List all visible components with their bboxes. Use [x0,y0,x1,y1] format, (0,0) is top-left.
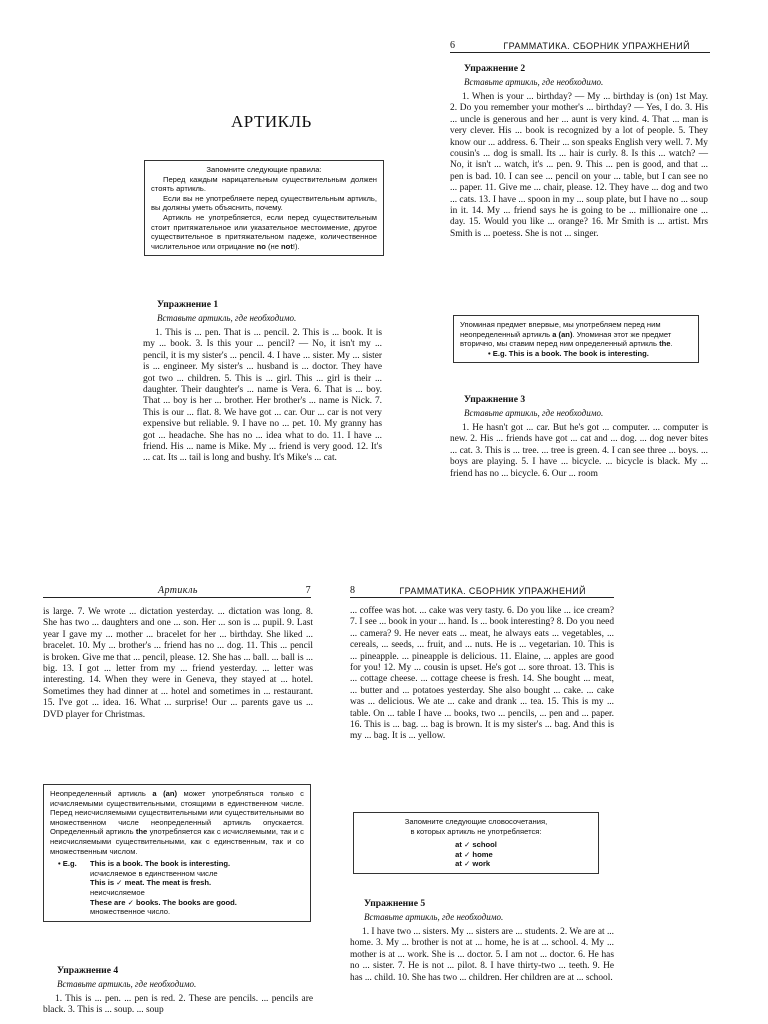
running-head [450,40,710,53]
page-7 [0,575,384,1024]
rules-heading: Запомните следующие правила: [206,165,322,174]
eg-3-note: множественное число. [90,907,171,917]
eg-1-note: исчисляемое в единственном числе [90,868,218,878]
running-head-title: ГРАММАТИКА. СБОРНИК УПРАЖНЕНИЙ [399,586,586,596]
phrase-list [455,840,497,869]
page-8 [350,575,768,1024]
eg-label: • E.g. [58,859,77,869]
exercise-5 [350,898,614,984]
phrase-school: at ✓ school [455,840,497,850]
running-head [350,585,614,598]
rule-3-close: !). [292,241,300,251]
rule-a-an: a (an) [152,789,177,798]
rule-text [50,789,304,856]
running-head-title: Артикль [158,585,198,596]
exercise-2-instructions: Вставьте артикль, где необходимо. [464,77,604,87]
eg-2-note: неисчисляемое [90,887,145,897]
phrase-home: at ✓ home [455,849,493,859]
exercise-4-text: 1. This is ... pen. ... pen is red. 2. These are pencils. ... pencils are black. 3. This is ... soup. ... soup [43,994,313,1016]
rule-line-1: Запомните следующие словосочетания, [404,817,548,826]
rule-line-2: в которых артикль не употребляется: [410,826,542,836]
eg-3: These are ✓ books. The books are good. [90,897,237,907]
rules-box [144,160,384,256]
rule-text-b: может употребляться только с исчисляемыми существительными, стоящими в единственном числе. Перед неисчисляемыми существительными или существительными во множественном числе неопределенный артикль опускается. Определенный артикль [50,789,304,837]
page-number: 8 [350,585,356,596]
exercise-1 [143,299,382,465]
running-head-title: ГРАММАТИКА. СБОРНИК УПРАЖНЕНИЙ [503,41,690,51]
rule-the: the [135,827,148,837]
exercise-5-instructions: Вставьте артикль, где необходимо. [364,912,504,922]
exercise-2-text: 1. When is your ... birthday? — My ... birthday is (on) 1st May. 2. Do you remember your mother's ... birthday? — Yes, I do. 3. His ... uncle is generous and her ... aunt is very kind. 4. That ... man is very clever. His ... book is recognized by a lot of people. 5. They know our ... address. 6. Their ... son speaks English very well. 7. My cousin's ... dog is small. Its ... hair is curly. 8. Is this ... watch? — No, it isn't ... watch, it's ... pen. 9. This ... pen is good, and that ... pen is bad. 10. I can see ... pencil on your ... table, but I can see no ... paper. 11. Give me ... chair, please. 12. They have ... dog and two ... cats. 13. I have ... spoon in my ... soup plate, but I have no ... soup in it. 14. My ... friend says he is going to be ... millionaire one ... day. 15. Would you like ... orange? 16. Mr Smith is ... artist. Mrs Smith is ... poetess. She is not ... singer. [450,92,708,239]
exercise-3-instructions: Вставьте артикль, где необходимо. [464,408,604,418]
chapter-title: АРТИКЛЬ [231,112,312,131]
exercise-3-title: Упражнение 3 [464,394,526,405]
phrase-work: at ✓ work [455,859,491,869]
exercise-4 [43,965,313,1017]
rule-3 [151,213,377,251]
rule-the: the [659,339,671,349]
exercise-1-instructions: Вставьте артикль, где необходимо. [157,313,297,323]
exercise-2-title: Упражнение 2 [464,63,526,74]
rule-3-text: Артикль не употребляется, если перед существительным стоит притяжательное или указательное местоимение, другое существительное в притяжательном падеже, количественное числительное или отрицание [151,212,377,251]
eg-1: This is a book. The book is interesting. [90,859,231,869]
rule-2: Если вы не употребляете перед существительным артикль, вы должны уметь объяснить, почему. [151,193,377,213]
eg-2: This is ✓ meat. The meat is fresh. [90,878,212,888]
rule-3-not: not [281,241,293,251]
exercise-1-title: Упражнение 1 [157,299,219,310]
page-5 [0,0,384,560]
running-head [43,585,311,598]
exercise-4-continued: ... coffee was hot. ... cake was very tasty. 6. Do you like ... ice cream? 7. I see ... book in your ... hand. Is ... book interesting? 8. Do you need ... camera? 9. He never eats ... meat, he always eats ... vegetables, ... cereals, ... seeds, ... fruit, and ... nuts. He is ... vegetarian. 10. This is ... pineapple. ... pineapple is delicious. 11. Elaine, ... apples are good for you! 12. My ... cousin is upset. He's got ... sore throat. 13. This is ... cottage cheese. ... cottage cheese is fresh. 14. She bought ... meat, ... butter and ... potatoes yesterday. She also bought ... cake. ... cake was ... delicious. We ate ... cake and drank ... tea. 15. This is my ... table. On ... table I have ... books, two ... pencils, ... pen and ... paper. 16. This is ... bag. ... bag is brown. It is my sister's ... bag. And this is my ... bag. It is ... yellow. [350,606,615,742]
rule-text-start: Упоминая предмет впервые, мы употребляем перед ним неопределенный артикль [460,320,661,339]
rule-text-end: . [670,339,673,349]
page-6 [384,0,768,560]
rule-1: Перед каждым нарицательным существительным должен стоять артикль. [151,174,377,194]
rule-3-no: no [256,241,266,251]
page-number: 6 [450,40,456,51]
rules-box [453,315,699,363]
exercise-4-title: Упражнение 4 [57,965,119,976]
exercise-3-text: 1. He hasn't got ... car. But he's got ... computer. ... computer is new. 2. His ... friends have got ... cat and ... dog. ... dog never bites ... cat. 3. This is ... tree. ... tree is green. 4. I can see three ... boys. ... boys are playing. 5. I have ... bicycle. ... bicycle is black. My ... friend has no ... bicycle. 6. Our ... room [450,423,708,479]
exercise-1-text: 1. This is ... pen. That is ... pencil. 2. This is ... book. It is my ... book. 3. Is this your ... pencil? — No, it isn't my ... pencil, it is my sister's ... pencil. 4. I have ... sister. My ... sister is ... engineer. My sister's ... husband is ... doctor. They have got two ... children. 5. This is ... girl. This ... girl is their ... daughter. Their daughter's ... name is Vera. 6. That is ... boy. That ... boy is her ... brother. Her brother's ... name is Nick. 7. This is our ... flat. 8. We have got ... car. Our ... car is not very expensive but reliable. 9. I have no ... pet. 10. My granny has got ... headache. She has no ... idea what to do. 11. I have ... friend. His ... name is Mike. My ... friend is very good. 12. It's ... cat. Its ... tail is long and bushy. It's Mike's ... cat. [143,328,382,464]
continued-text [43,607,313,721]
rule-examples [50,859,304,917]
rule-example: • E.g. This is a book. The book is interesting. [488,348,649,358]
exercise-4-instructions: Вставьте артикль, где необходимо. [57,979,197,989]
rule-text-mid: . Упоминая этот же предмет вторично, мы ставим перед ним определенный артикль [460,329,672,349]
rules-box [353,812,599,874]
continued-text [350,606,614,743]
exercise-3 [450,394,708,480]
rule-a-an: a (an) [552,329,573,339]
exercise-2 [450,63,708,240]
exercise-5-title: Упражнение 5 [364,898,426,909]
rule-text-a: Неопределенный артикль [50,789,146,798]
exercise-5-text: 1. I have two ... sisters. My ... sisters are ... students. 2. We are at ... home. 3. My ... brother is not at ... home, he is at ... school. 4. My ... mother is at ... work. She is ... doctor. 5. I am not ... doctor. 6. He has no ... sister. 7. He is not ... pilot. 8. I have thirty-two ... teeth. 9. He has ... child. 10. She has two ... children. Her children are at ... school. [350,927,614,983]
rules-box [43,784,311,922]
rule-3-open: (не [267,241,279,251]
eg-list [90,859,237,917]
rule-text-c: употребляется как с исчисляемыми, так и с неисчисляемыми существительными, как с единственным, так и со множественным числом. [50,827,304,856]
page-number: 7 [305,585,311,596]
exercise-3-continued: is large. 7. We wrote ... dictation yesterday. ... dictation was long. 8. She has two ... daughters and one ... son. Her ... son is ... pupil. 9. Last year I gave my ... mother ... bracelet for her ... birthday. She liked ... bracelet. 10. My ... brother's ... friend has no ... dog. 11. This ... pencil is broken. Give me that ... pencil, please. 12. She has ... ball. ... ball is ... big. 13. I got ... letter from my ... friend yesterday. ... letter was interesting. 14. When they were in Geneva, they stayed at ... hotel. Sometimes they had dinner at ... hotel and sometimes in ... restaurant. 15. I've got ... idea. 16. What ... surprise! Our ... parents gave us ... DVD player for Christmas. [43,607,313,720]
rule-text [460,320,692,349]
